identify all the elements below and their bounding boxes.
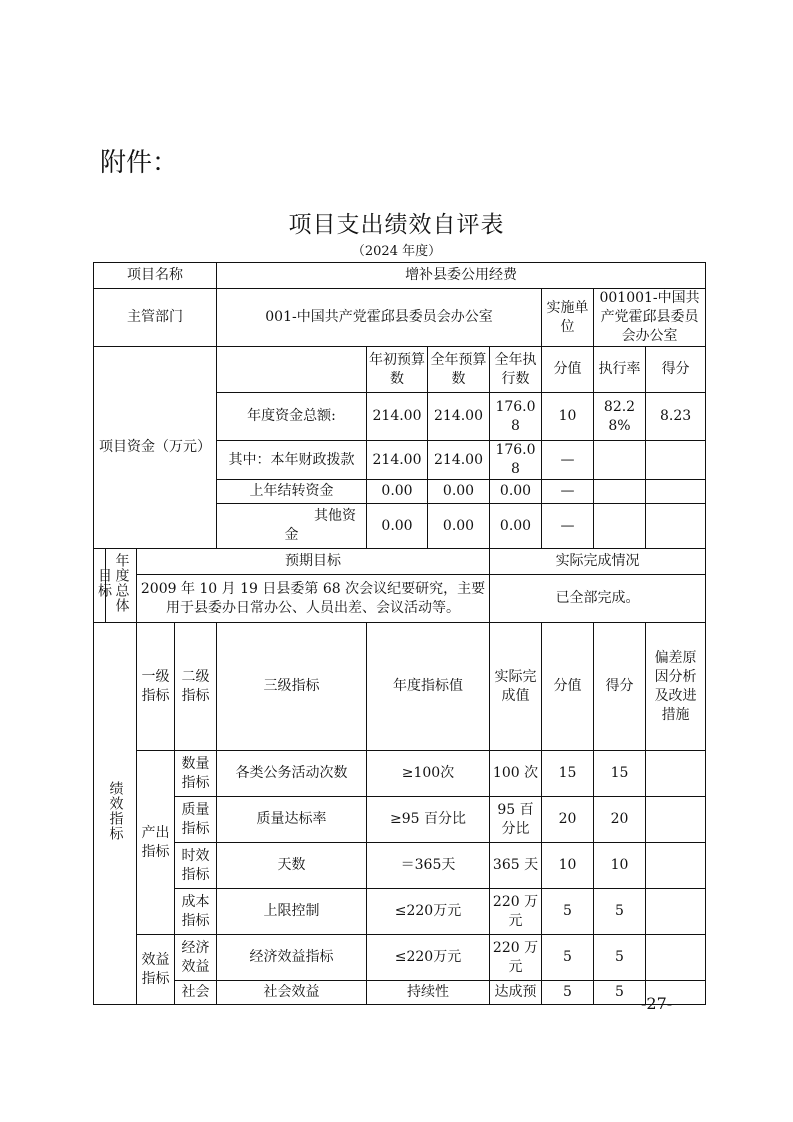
funds-row-initial: 214.00 [367,441,428,480]
funds-header-score: 得分 [646,347,706,393]
department-value: 001-中国共产党霍邱县委员会办公室 [217,289,542,347]
indicator-level2: 质量指标 [175,797,217,843]
table-year: （2024 年度） [351,244,442,259]
indicator-row [94,981,706,1005]
goals-content-row [94,575,706,623]
indicator-target: ＝365天 [367,843,490,889]
benefit-indicators-label: 效益指标 [137,935,175,1005]
project-name-label: 项目名称 [94,263,217,289]
funds-header-initial: 年初预算数 [367,347,428,393]
funds-row-annual: 214.00 [428,441,490,480]
implementing-unit-label: 实施单位 [542,289,594,347]
indicator-score: 10 [594,843,646,889]
funds-row-score-value: — [542,441,594,480]
funds-header-rate: 执行率 [594,347,646,393]
indicator-level3: 质量达标率 [217,797,367,843]
self-evaluation-table [93,262,706,1005]
indicator-score: 20 [594,797,646,843]
project-name-row [94,263,706,289]
indicator-level2: 时效指标 [175,843,217,889]
goals-outer-label-text: 目标 [96,567,112,598]
table-title: 项目支出绩效自评表 [288,212,505,238]
goals-actual-text: 已全部完成。 [490,575,706,623]
indicators-header-level3: 三级指标 [217,623,367,751]
indicator-actual: 365 天 [490,843,542,889]
indicator-score-value: 20 [542,797,594,843]
indicator-actual: 达成预 [490,981,542,1005]
page-number: -27- [641,994,673,1013]
output-indicators-label: 产出指标 [137,751,175,935]
funds-row-initial: 0.00 [367,504,428,549]
funds-row-label [217,504,367,549]
indicator-score-value: 15 [542,751,594,797]
indicator-level2: 成本指标 [175,889,217,935]
funds-label: 项目资金（万元） [94,347,217,549]
indicator-target: ≥100次 [367,751,490,797]
indicator-reason [646,889,706,935]
indicator-row [94,889,706,935]
indicators-header-score-value: 分值 [542,623,594,751]
funds-row-executed: 0.00 [490,480,542,504]
funds-row-annual: 0.00 [428,480,490,504]
goals-outer-label [94,549,112,623]
indicator-actual: 95 百分比 [490,797,542,843]
goals-expected-header: 预期目标 [137,549,490,575]
indicators-header-reason: 偏差原因分析及改进措施 [646,623,706,751]
indicator-score: 5 [594,889,646,935]
funds-row-rate [594,504,646,549]
implementing-unit-value: 001001-中国共产党霍邱县委员会办公室 [594,289,706,347]
indicators-header-level2: 二级指标 [175,623,217,751]
indicators-header-level1: 一级指标 [137,623,175,751]
indicator-target: ≥95 百分比 [367,797,490,843]
funds-row-label: 年度资金总额: [217,393,367,441]
indicator-row [94,751,706,797]
funds-header-executed: 全年执行数 [490,347,542,393]
indicator-reason [646,843,706,889]
indicators-header-target: 年度指标值 [367,623,490,751]
indicator-row [94,797,706,843]
indicator-actual: 220 万元 [490,889,542,935]
indicator-score-value: 5 [542,981,594,1005]
funds-row-score-value: — [542,480,594,504]
funds-row-score [646,504,706,549]
funds-header-annual: 全年预算数 [428,347,490,393]
funds-row-score-value: 10 [542,393,594,441]
funds-row-executed: 176.08 [490,441,542,480]
indicator-score-value: 5 [542,935,594,981]
indicator-score: 5 [594,935,646,981]
funds-row-annual: 214.00 [428,393,490,441]
funds-header-blank [217,347,367,393]
indicator-score: 15 [594,751,646,797]
project-name-value: 增补县委公用经费 [217,263,706,289]
indicators-header-actual: 实际完成值 [490,623,542,751]
indicator-target: ≤220万元 [367,935,490,981]
funds-row-rate: 82.28% [594,393,646,441]
funds-row-score: 8.23 [646,393,706,441]
funds-row-score [646,480,706,504]
indicator-level3: 上限控制 [217,889,367,935]
indicator-row [94,935,706,981]
indicators-label [94,623,137,1005]
indicator-level3: 天数 [217,843,367,889]
funds-header-score-value: 分值 [542,347,594,393]
department-row [94,289,706,347]
indicator-target: ≤220万元 [367,889,490,935]
indicator-reason [646,935,706,981]
funds-row-label-line1: 其他资 [314,508,356,524]
funds-row-label: 其中：本年财政拨款 [217,441,367,480]
funds-row-score-value: — [542,504,594,549]
indicator-level2: 社会 [175,981,217,1005]
indicator-score: 5 [594,981,646,1005]
indicator-score-value: 5 [542,889,594,935]
funds-row-label-line2: 金 [284,527,299,543]
department-label: 主管部门 [94,289,217,347]
funds-row-rate [594,441,646,480]
funds-row-initial: 0.00 [367,480,428,504]
indicator-level3: 经济效益指标 [217,935,367,981]
attachment-label: 附件： [100,148,179,178]
indicator-score-value: 10 [542,843,594,889]
indicator-level2: 数量指标 [175,751,217,797]
goals-actual-header: 实际完成情况 [490,549,706,575]
funds-row-initial: 214.00 [367,393,428,441]
indicator-reason [646,751,706,797]
funds-header-row [94,347,706,393]
goals-header-row [94,549,706,575]
funds-row-executed: 176.08 [490,393,542,441]
indicator-reason [646,797,706,843]
indicator-actual: 220 万元 [490,935,542,981]
indicator-level3: 社会效益 [217,981,367,1005]
funds-row-label: 上年结转资金 [217,480,367,504]
indicator-row [94,843,706,889]
indicator-level3: 各类公务活动次数 [217,751,367,797]
funds-row-executed: 0.00 [490,504,542,549]
indicators-header-score: 得分 [594,623,646,751]
indicator-actual: 100 次 [490,751,542,797]
indicator-level2: 经济效益 [175,935,217,981]
funds-row-rate [594,480,646,504]
indicators-label-text: 绩效指标 [107,780,124,841]
goals-expected-text: 2009 年 10 月 19 日县委第 68 次会议纪要研究，主要用于县委办日常办公、人员出差、会议活动等。 [137,575,490,623]
funds-row-annual: 0.00 [428,504,490,549]
indicator-target: 持续性 [367,981,490,1005]
indicators-header-row [94,623,706,751]
funds-row-score [646,441,706,480]
goals-inner-label-text: 年度总体 [113,552,130,613]
